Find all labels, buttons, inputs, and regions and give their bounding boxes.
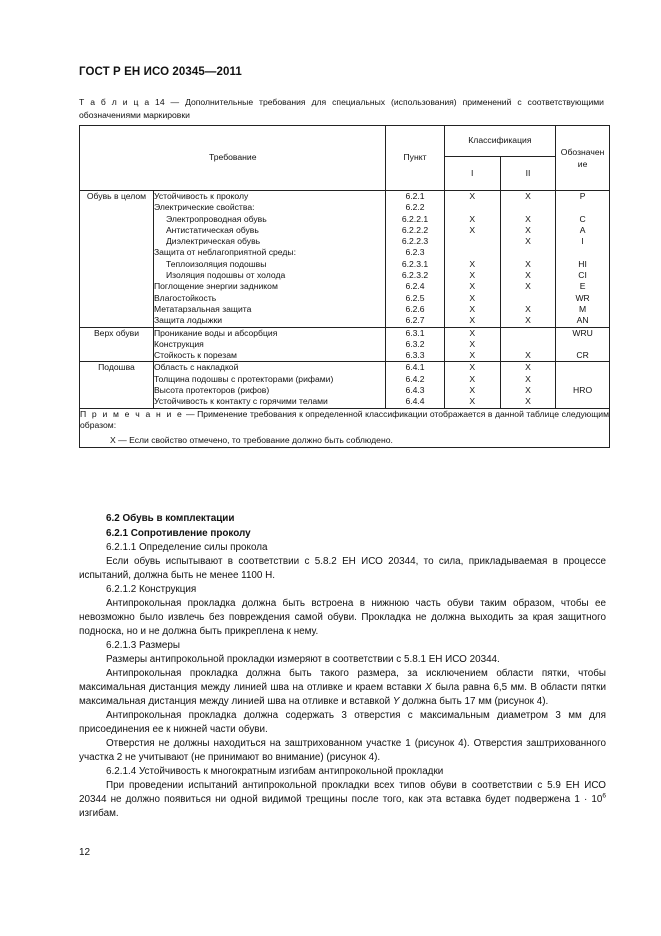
table-group-row <box>80 191 610 328</box>
table-col-clause <box>386 327 444 362</box>
cell-req: Диэлектрическая обувь <box>165 236 261 247</box>
cell-c2 <box>501 293 555 304</box>
p6213b-x: X <box>425 682 432 693</box>
cell-req: Толщина подошвы с протекторами (рифами) <box>153 373 334 384</box>
cell-code: P <box>579 191 586 201</box>
cell-req: Антистатическая обувь <box>165 224 259 235</box>
cell-clause: 6.2.3.1 <box>401 258 429 269</box>
cell-c1: X <box>469 338 476 349</box>
p6213b-y: Y <box>392 696 400 707</box>
table-col-c1 <box>444 191 500 328</box>
paragraph-6-2-1-3-d: Отверстия не должны находиться на заштрихованном участке 1 (рисунок 4). Отверстия заштрихованного участка 2 не учитывают (не принимают во внимание) (рисунок 4). <box>79 738 606 763</box>
cell-c2: X <box>525 270 531 281</box>
cell-c2: X <box>525 224 531 235</box>
paragraph-6-2-1-3-b <box>79 667 606 709</box>
table-col-clause <box>386 191 444 328</box>
cell-c2: X <box>525 385 531 396</box>
group-name-cell <box>80 191 154 328</box>
cell-c2: X <box>525 350 531 361</box>
group-name: Верх обуви <box>93 327 139 338</box>
p6214-part1: При проведении испытаний антипрокольной прокладки всех типов обуви в соответствии с 5.9 ЕН ИСО 20344 не должно появиться ни одной видимой трещины после того, как эта вставка будет подвержена 1 · 10 <box>79 780 606 805</box>
cell-req: Устойчивость к проколу <box>153 191 249 201</box>
section-heading-6-2-1-2: 6.2.1.2 Конструкция <box>106 584 197 595</box>
cell-clause: 6.3.2 <box>405 338 425 349</box>
table-note-row <box>80 408 610 447</box>
cell-req: Метатарзальная защита <box>153 303 252 314</box>
cell-clause: 6.4.2 <box>405 373 425 384</box>
cell-c1 <box>445 202 500 213</box>
cell-clause: 6.2.3 <box>405 247 425 258</box>
cell-clause: 6.2.5 <box>405 292 425 303</box>
cell-clause: 6.2.2.1 <box>401 213 429 224</box>
section-heading-6-2-1: 6.2.1 Сопротивление проколу <box>106 528 251 539</box>
cell-clause: 6.4.3 <box>405 385 425 396</box>
cell-c2: X <box>525 396 531 407</box>
cell-clause: 6.2.2 <box>405 202 425 213</box>
cell-c1: X <box>469 385 476 396</box>
cell-req: Устойчивость к контакту с горячими телами <box>153 396 328 407</box>
cell-c2: X <box>525 303 531 314</box>
cell-c1: X <box>469 213 476 224</box>
header-class-2: II <box>500 157 555 191</box>
cell-c1 <box>445 236 500 247</box>
table-header-row <box>80 126 610 157</box>
requirements-table <box>79 125 610 448</box>
document-header: ГОСТ Р ЕН ИСО 20345—2011 <box>79 66 242 78</box>
cell-req: Проникание воды и абсорбция <box>153 327 278 338</box>
cell-code <box>556 362 609 373</box>
cell-c2: X <box>525 373 531 384</box>
p6213b-part1: Антипрокольная прокладка должна быть такого размера, за исключением области пятки, чтобы максимальная дистанция между линией шва на отливке и краем вставки <box>79 668 606 693</box>
cell-c1: X <box>469 315 476 326</box>
group-name: Подошва <box>98 362 135 373</box>
table-col-code <box>556 327 610 362</box>
table-group-row <box>80 327 610 362</box>
cell-clause: 6.2.6 <box>405 303 425 314</box>
note-label: П р и м е ч а н и е <box>80 408 184 419</box>
cell-c1: X <box>469 396 476 407</box>
p6214-exponent: 6 <box>602 792 606 800</box>
table-col-req <box>153 362 386 408</box>
header-class-1: I <box>444 157 500 191</box>
p6214-part2: изгибам. <box>79 808 119 819</box>
table-group-row <box>80 362 610 408</box>
section-heading-6-2-1-1: 6.2.1.1 Определение силы прокола <box>106 542 268 553</box>
table-col-code <box>556 191 610 328</box>
cell-c1: X <box>469 191 476 201</box>
table-col-code <box>556 362 610 408</box>
table-col-c2 <box>500 191 555 328</box>
group-name-cell <box>80 362 154 408</box>
cell-code: CR <box>576 350 589 361</box>
cell-req: Влагостойкость <box>153 292 217 303</box>
cell-c1: X <box>469 270 476 281</box>
cell-c1: X <box>469 327 476 338</box>
cell-c1: X <box>469 350 476 361</box>
cell-c1: X <box>469 362 476 373</box>
table-note <box>80 408 610 447</box>
group-name-cell <box>80 327 154 362</box>
cell-code <box>556 247 609 258</box>
table-col-c2 <box>500 327 555 362</box>
cell-c2: X <box>525 362 531 373</box>
cell-clause: 6.2.2.2 <box>401 224 429 235</box>
cell-c2 <box>501 202 555 213</box>
table-col-c1 <box>444 327 500 362</box>
cell-c2: X <box>525 191 531 201</box>
cell-c2: X <box>525 315 531 326</box>
table-caption: Т а б л и ц а 14 — Дополнительные требования для специальных (использования) применений с соответствующими обозначениями маркировки <box>79 97 604 120</box>
cell-clause: 6.2.4 <box>405 281 425 292</box>
table-col-req <box>153 191 386 328</box>
paragraph-6-2-1-3-c: Антипрокольная прокладка должна содержать 3 отверстия с максимальным диаметром 3 мм для присоединения ее к нижней части обуви. <box>79 710 606 735</box>
header-designation <box>556 126 610 191</box>
table-col-req <box>153 327 386 362</box>
cell-req: Поглощение энергии задником <box>153 281 278 292</box>
paragraph-6-2-1-3-a: Размеры антипрокольной прокладки измеряют в соответствии с 5.8.1 ЕН ИСО 20344. <box>106 654 500 665</box>
cell-code: AN <box>576 315 589 326</box>
cell-req: Область с накладкой <box>153 362 239 373</box>
header-classification: Классификация <box>444 126 556 157</box>
paragraph-6-2-1-4 <box>79 779 606 821</box>
cell-clause: 6.2.1 <box>405 191 425 201</box>
cell-code: C <box>579 213 586 224</box>
cell-c2: X <box>525 258 531 269</box>
cell-c2: X <box>525 281 531 292</box>
table-col-c2 <box>500 362 555 408</box>
cell-req: Электрические свойства: <box>153 202 255 213</box>
paragraph-6-2-1-2: Антипрокольная прокладка должна быть встроена в нижнюю часть обуви таким образом, чтобы ее невозможно было извлечь без повреждения самой обуви. Прокладка не должна выходить за края защитного подноска, но и не должна быть прикреплена к нему. <box>79 598 606 637</box>
group-name: Обувь в целом <box>86 191 147 201</box>
cell-req: Изоляция подошвы от холода <box>165 270 286 281</box>
cell-c1 <box>445 247 500 258</box>
cell-code <box>556 374 609 385</box>
cell-clause: 6.3.1 <box>405 327 425 338</box>
cell-c2 <box>501 328 555 339</box>
cell-code <box>556 396 609 407</box>
cell-req: Конструкция <box>153 338 204 349</box>
cell-c2: X <box>525 213 531 224</box>
cell-code: E <box>579 281 586 292</box>
cell-code: CI <box>578 270 587 281</box>
header-clause: Пункт <box>386 126 444 191</box>
cell-code: WRU <box>572 327 593 338</box>
cell-code: HRO <box>573 385 593 396</box>
cell-clause: 6.3.3 <box>405 350 425 361</box>
cell-code <box>556 202 609 213</box>
cell-req: Электропроводная обувь <box>165 213 267 224</box>
cell-c1: X <box>469 303 476 314</box>
cell-c1: X <box>469 258 476 269</box>
note-x-legend: X — Если свойство отмечено, то требование должно быть соблюдено. <box>110 435 393 446</box>
table-col-c1 <box>444 362 500 408</box>
cell-code: HI <box>578 258 587 269</box>
body-text <box>79 512 606 821</box>
cell-req: Высота протекторов (рифов) <box>153 385 270 396</box>
p6213b-part3: должна быть 17 мм (рисунок 4). <box>399 696 549 707</box>
cell-c1: X <box>469 281 476 292</box>
cell-req: Защита лодыжки <box>153 315 223 326</box>
cell-clause: 6.4.1 <box>405 362 425 373</box>
p6213b-part2: была равна 6,5 мм. В области пятки максимальная дистанция между линией шва на отливке и вставкой <box>79 682 607 707</box>
section-heading-6-2-1-4: 6.2.1.4 Устойчивость к многократным изгибам антипрокольной прокладки <box>106 766 444 777</box>
cell-c1: X <box>469 373 476 384</box>
cell-code: WR <box>575 292 590 303</box>
cell-c2 <box>501 247 555 258</box>
cell-code: M <box>579 303 587 314</box>
paragraph-6-2-1-1: Если обувь испытывают в соответствии с 5.8.2 ЕН ИСО 20344, то сила, прикладываемая в процессе испытаний, должна быть не менее 1100 Н. <box>79 556 606 581</box>
cell-code: A <box>579 224 586 235</box>
note-text: — Применение требования к определенной классификации отображается в данной таблице следующим образом: <box>80 408 610 430</box>
cell-req: Защита от неблагоприятной среды: <box>153 247 296 258</box>
header-designation-text: Обозначение <box>560 146 605 169</box>
table-col-clause <box>386 362 444 408</box>
cell-c1: X <box>469 224 476 235</box>
section-heading-6-2-1-3: 6.2.1.3 Размеры <box>106 640 180 651</box>
cell-clause: 6.2.3.2 <box>401 270 429 281</box>
cell-clause: 6.2.7 <box>405 315 425 326</box>
cell-clause: 6.2.2.3 <box>401 236 429 247</box>
cell-req: Стойкость к порезам <box>153 350 237 361</box>
cell-c2: X <box>525 236 531 247</box>
cell-code: I <box>581 236 584 247</box>
cell-req: Теплоизоляция подошвы <box>165 258 267 269</box>
cell-c2 <box>501 339 555 350</box>
cell-clause: 6.4.4 <box>405 396 425 407</box>
section-heading-6-2: 6.2 Обувь в комплектации <box>106 513 235 524</box>
cell-code <box>556 339 609 350</box>
header-requirement: Требование <box>80 126 386 191</box>
cell-c1: X <box>469 292 476 303</box>
page-number: 12 <box>79 847 91 858</box>
